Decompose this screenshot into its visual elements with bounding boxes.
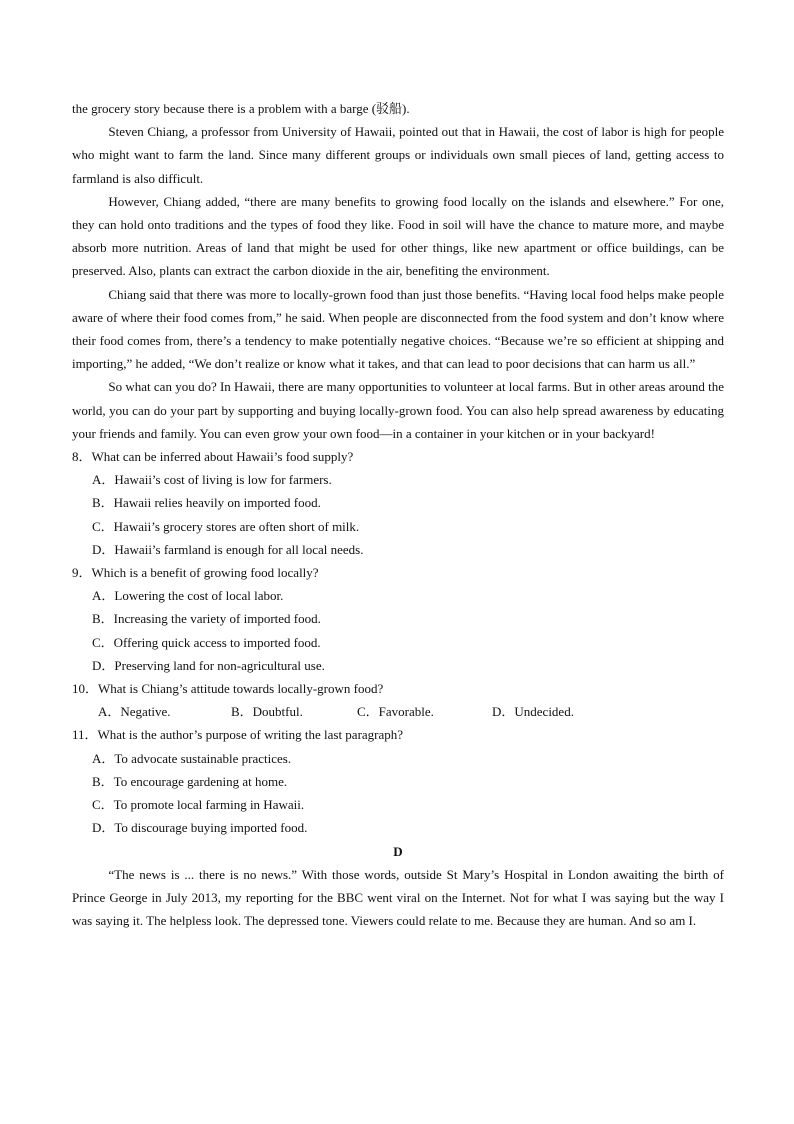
option-a: A．To advocate sustainable practices. (92, 750, 292, 766)
option-c: C．To promote local farming in Hawaii. (92, 797, 305, 813)
option-d: D．Undecided. (492, 704, 574, 720)
option-b: B．To encourage gardening at home. (92, 773, 288, 789)
option-b: B．Increasing the variety of imported food. (92, 611, 321, 627)
option-d: D．Preserving land for non-agricultural use. (92, 657, 325, 673)
question-8 (72, 445, 724, 561)
passage-c-paragraph-0: the grocery story because there is a problem with a barge (驳船). (72, 101, 410, 116)
document-page (72, 97, 724, 932)
passage-c-paragraph-2: However, Chiang added, “there are many benefits to growing food locally on the islands and elsewhere.” For one, they can hold onto traditions and the types of food they like. Food in soil will have the chance to mature more, and maybe absorb more nutrition. Areas of land that might be used for other things, like new apartment or office buildings, can be preserved. Also, plants can extract the carbon dioxide in the air, benefiting the environment. (72, 193, 724, 279)
question-11 (72, 723, 724, 839)
option-b: B．Doubtful. (231, 704, 303, 720)
option-a: A．Negative. (98, 704, 171, 720)
question-stem: 11．What is the author’s purpose of writing the last paragraph? (72, 727, 404, 743)
options-row (72, 700, 724, 723)
option-c: C．Offering quick access to imported food. (92, 634, 321, 650)
option-c: C．Hawaii’s grocery stores are often short of milk. (92, 518, 360, 534)
option-d: D．Hawaii’s farmland is enough for all local needs. (92, 541, 364, 557)
option-b: B．Hawaii relies heavily on imported food. (92, 495, 321, 511)
option-a: A．Lowering the cost of local labor. (92, 588, 284, 604)
option-d: D．To discourage buying imported food. (92, 820, 308, 836)
passage-c-paragraph-4: So what can you do? In Hawaii, there are many opportunities to volunteer at local farms. But in other areas around the world, you can do your part by supporting and buying locally-grown food. You can also help spread awareness by educating your friends and family. You can even grow your own food—in a container in your kitchen or in your backyard! (72, 379, 724, 441)
question-stem: 9．Which is a benefit of growing food locally? (72, 565, 319, 581)
question-9 (72, 561, 724, 677)
question-stem: 10．What is Chiang’s attitude towards locally-grown food? (72, 681, 384, 697)
passage-d-paragraph-1: “The news is ... there is no news.” With those words, outside St Mary’s Hospital in London awaiting the birth of Prince George in July 2013, my reporting for the BBC went viral on the Internet. Not for what I was saying but the way I was saying it. The helpless look. The depressed tone. Viewers could relate to me. Because they are human. And so am I. (72, 866, 724, 929)
section-title-d: D (393, 843, 403, 859)
question-10 (72, 677, 724, 723)
option-a: A．Hawaii’s cost of living is low for farmers. (92, 472, 332, 488)
question-stem: 8．What can be inferred about Hawaii’s food supply? (72, 449, 354, 465)
passage-c-paragraph-3: Chiang said that there was more to locally-grown food than just those benefits. “Having local food helps make people aware of where their food comes from,” he said. When people are disconnected from the food system and don’t know where their food comes from, there’s a tendency to make potentially negative choices. “Because we’re so efficient at shipping and importing,” he added, “We don’t realize or know what it takes, and that can lead to poor decisions that can harm us all.” (72, 286, 724, 372)
option-c: C．Favorable. (357, 704, 434, 720)
passage-c-paragraph-1: Steven Chiang, a professor from University of Hawaii, pointed out that in Hawaii, the cost of labor is high for people who might want to farm the land. Since many different groups or individuals own small pieces of land, getting access to farmland is also difficult. (72, 124, 724, 186)
